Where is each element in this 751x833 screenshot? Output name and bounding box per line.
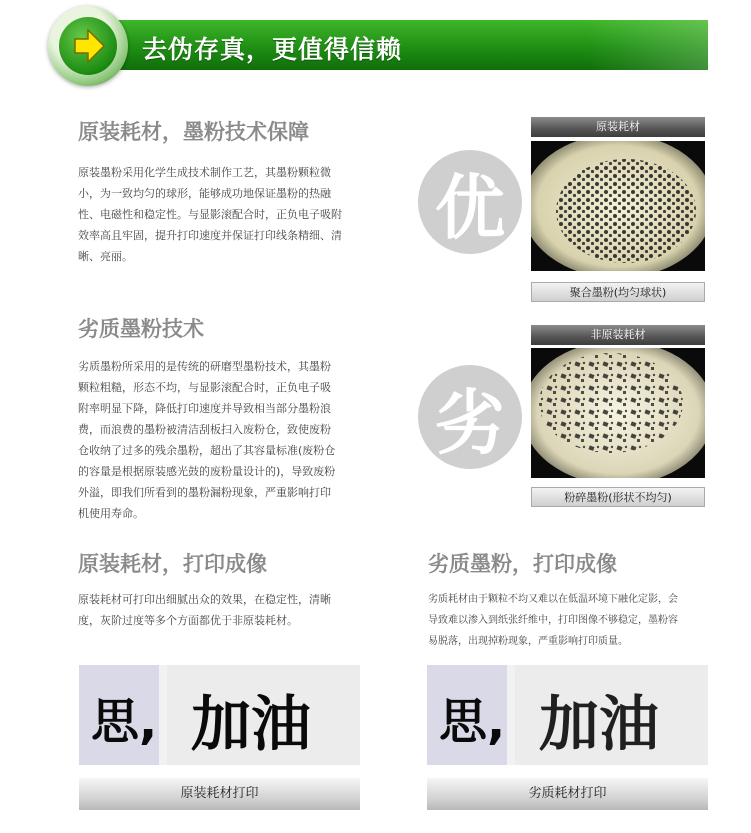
text-line: 劣质耗材由于颗粒不均又难以在低温环境下融化定影，会: [428, 594, 678, 605]
text-line: 原装墨粉采用化学生成技术制作工艺，其墨粉颗粒微: [78, 166, 331, 179]
text-line: 机使用寿命。: [78, 507, 144, 520]
banner-highlight: [588, 20, 708, 70]
sample-char-right: 加油: [191, 690, 311, 760]
text-line: 原装耗材可打印出细腻出众的效果，在稳定性，清晰: [78, 593, 331, 606]
badge-inner: [59, 17, 117, 75]
irregular-particles-graphic: [531, 348, 705, 478]
section-title-original-print: 原装耗材，打印成像: [78, 552, 267, 576]
sample-char-left: 思,: [439, 694, 506, 750]
text-line: 费，而浪费的墨粉被清洁刮板扫入废粉仓，致使废粉: [78, 423, 331, 436]
text-line: 劣质墨粉所采用的是传统的研磨型墨粉技术，其墨粉: [78, 360, 331, 373]
text-line: 的容量是根据原装感光鼓的废粉量设计的)，导致废粉: [78, 465, 336, 478]
section-title-original-toner: 原装耗材，墨粉技术保障: [78, 120, 309, 144]
text-line: 晰、亮丽。: [78, 250, 133, 263]
sample-char-left: 思,: [91, 694, 158, 750]
text-line: 效率高且牢固，提升打印速度并保证打印线条精细、清: [78, 229, 342, 242]
text-line: 颗粒粗糙，形态不均，与显影滚配合时，正负电子吸: [78, 381, 331, 394]
badge-circle: [48, 6, 128, 86]
quality-good-char: 优: [418, 150, 522, 254]
text-line: 小，为一致均匀的球形，能够成功地保证墨粉的热融: [78, 187, 331, 200]
sample-char-right: 加油: [539, 690, 659, 760]
banner-title: 去伪存真，更值得信赖: [142, 35, 403, 64]
micro-label-original: 原装耗材: [531, 117, 705, 137]
text-line: 度，灰阶过度等多个方面都优于非原装耗材。: [78, 614, 298, 627]
micro-image-irregular-toner: [531, 348, 705, 478]
section-text-inferior-toner: [78, 356, 378, 524]
micro-label-non-original: 非原装耗材: [531, 325, 705, 345]
right-arrow-icon: [59, 17, 117, 75]
print-sample-inferior: [427, 665, 708, 765]
micro-image-uniform-toner: [531, 141, 705, 271]
print-label-inferior: 劣质耗材打印: [427, 778, 708, 810]
print-sample-original: [79, 665, 360, 765]
section-text-inferior-print: [428, 589, 718, 652]
text-line: 导致难以渗入到纸张纤维中，打印图像不够稳定，墨粉容: [428, 615, 678, 626]
print-label-original: 原装耗材打印: [79, 778, 360, 810]
text-line: 外溢，即我们所看到的墨粉漏粉现象，严重影响打印: [78, 486, 331, 499]
section-text-original-toner: [78, 162, 378, 267]
micro-caption-original: 聚合墨粉(均匀球状): [531, 282, 705, 302]
quality-poor-char: 劣: [418, 365, 522, 469]
micro-caption-non-original: 粉碎墨粉(形状不均匀): [531, 487, 705, 507]
section-text-original-print: [78, 589, 378, 631]
text-line: 仓收纳了过多的残余墨粉，超出了其容量标准(废粉仓: [78, 444, 336, 457]
text-line: 易脱落，出现掉粉现象，严重影响打印质量。: [428, 636, 628, 647]
text-line: 附率明显下降，降低打印速度并导致相当部分墨粉浪: [78, 402, 331, 415]
uniform-particles-graphic: [531, 141, 705, 271]
section-title-inferior-toner: 劣质墨粉技术: [78, 317, 204, 341]
text-line: 性、电磁性和稳定性。与显影滚配合时，正负电子吸附: [78, 208, 342, 221]
section-title-inferior-print: 劣质墨粉，打印成像: [428, 552, 617, 576]
